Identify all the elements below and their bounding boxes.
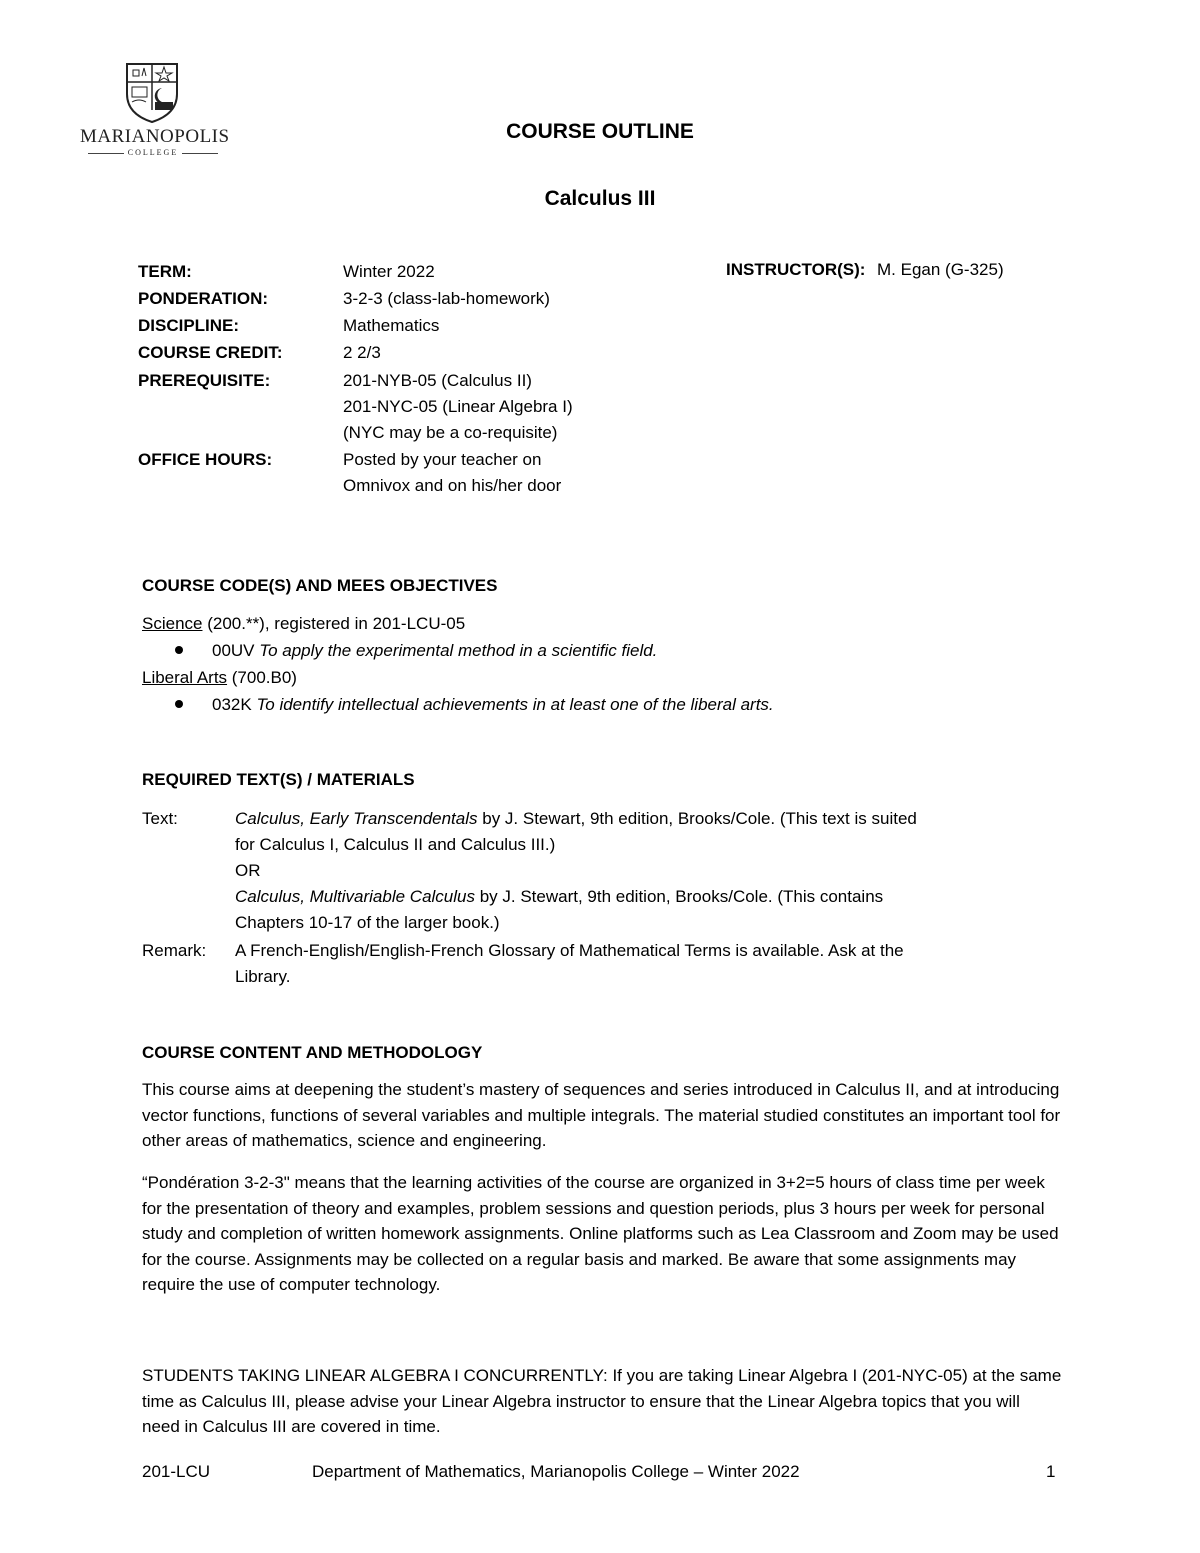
arts-objective: To identify intellectual achievements in at least one of the liberal arts. (256, 695, 774, 714)
credit-value: 2 2/3 (343, 343, 381, 362)
arts-line (142, 668, 297, 688)
book2-line2: Chapters 10-17 of the larger book.) (235, 913, 500, 932)
arts-objective-line (212, 695, 774, 715)
texts-heading: REQUIRED TEXT(S) / MATERIALS (142, 770, 415, 789)
footer-course-code: 201-LCU (142, 1462, 211, 1481)
office-label: OFFICE HOURS: (138, 450, 273, 469)
science-code: 00UV (212, 641, 260, 660)
content-paragraph-2: “Pondération 3-2-3" means that the learning activities of the course are organized in 3+2=5 hours of class time per week for the presentation of theory and examples, problem sessions and question periods, plus 3 hours per week for personal study and completion of written homework assignments. Online platforms such as Lea Classroom and Zoom may be used for the course. Assignments may be collected on a regular basis and marked. Be aware that some assignments may require the use of computer technology. (142, 1173, 1059, 1294)
arts-detail: (700.B0) (227, 668, 297, 687)
footer-department: Department of Mathematics, Marianopolis College – Winter 2022 (312, 1462, 800, 1481)
instructor-value: M. Egan (G-325) (877, 260, 1004, 279)
bullet-icon (175, 700, 185, 710)
or-label: OR (235, 861, 261, 880)
prereq-label: PREREQUISITE: (138, 371, 271, 390)
prereq-value-3: (NYC may be a co-requisite) (343, 423, 558, 442)
arts-name: Liberal Arts (142, 668, 228, 687)
prereq-value-2: 201-NYC-05 (Linear Algebra I) (343, 397, 573, 416)
ponderation-label: PONDERATION: (138, 289, 269, 308)
term-label: TERM: (138, 262, 192, 281)
page-title: COURSE OUTLINE (506, 120, 694, 143)
book1-title: Calculus, Early Transcendentals (235, 809, 478, 828)
crest-icon (80, 62, 226, 124)
remark-line2: Library. (235, 967, 291, 986)
ponderation-value: 3-2-3 (class-lab-homework) (343, 289, 550, 308)
science-line (142, 614, 465, 634)
text-label: Text: (142, 809, 178, 828)
discipline-label: DISCIPLINE: (138, 316, 240, 335)
book2-title: Calculus, Multivariable Calculus (235, 887, 475, 906)
bullet-icon (175, 646, 185, 656)
credit-label: COURSE CREDIT: (138, 343, 283, 362)
logo-wordmark: MARIANOPOLIS (80, 126, 230, 147)
book1-detail: by J. Stewart, 9th edition, Brooks/Cole. (This text is suited (477, 809, 917, 828)
book1-line (235, 809, 917, 829)
college-logo (80, 62, 230, 162)
book1-line2: for Calculus I, Calculus II and Calculus III.) (235, 835, 556, 854)
footer-page-number: 1 (1046, 1462, 1056, 1481)
course-title: Calculus III (544, 187, 656, 210)
office-value-1: Posted by your teacher on (343, 450, 542, 469)
science-objective: To apply the experimental method in a scientific field. (259, 641, 658, 660)
content-heading: COURSE CONTENT AND METHODOLOGY (142, 1043, 483, 1062)
science-objective-line (212, 641, 657, 661)
term-value: Winter 2022 (343, 262, 435, 281)
remark-label: Remark: (142, 941, 207, 960)
book2-line (235, 887, 883, 907)
remark-line1: A French-English/English-French Glossary of Mathematical Terms is available. Ask at the (235, 941, 904, 960)
discipline-value: Mathematics (343, 316, 440, 335)
prereq-value-1: 201-NYB-05 (Calculus II) (343, 371, 532, 390)
instructor-label: INSTRUCTOR(S): (726, 260, 866, 279)
content-paragraph-3: STUDENTS TAKING LINEAR ALGEBRA I CONCURRENTLY: If you are taking Linear Algebra I (201-NYC-05) at the same time as Calculus III, please advise your Linear Algebra instructor to ensure that the Linear Algebra topics that you will need in Calculus III are covered in time. (142, 1366, 1062, 1436)
science-detail: (200.**), registered in 201-LCU-05 (202, 614, 466, 633)
book2-detail: by J. Stewart, 9th edition, Brooks/Cole. (This contains (474, 887, 884, 906)
science-name: Science (142, 614, 203, 633)
arts-code: 032K (212, 695, 257, 714)
office-value-2: Omnivox and on his/her door (343, 476, 562, 495)
logo-subtitle: COLLEGE (127, 148, 179, 157)
codes-heading: COURSE CODE(S) AND MEES OBJECTIVES (142, 576, 498, 595)
content-paragraph-1: This course aims at deepening the student’s mastery of sequences and series introduced in Calculus II, and at introducing vector functions, functions of several variables and multiple integrals. The material studied constitutes an important tool for other areas of mathematics, science and engineering. (142, 1080, 1061, 1150)
